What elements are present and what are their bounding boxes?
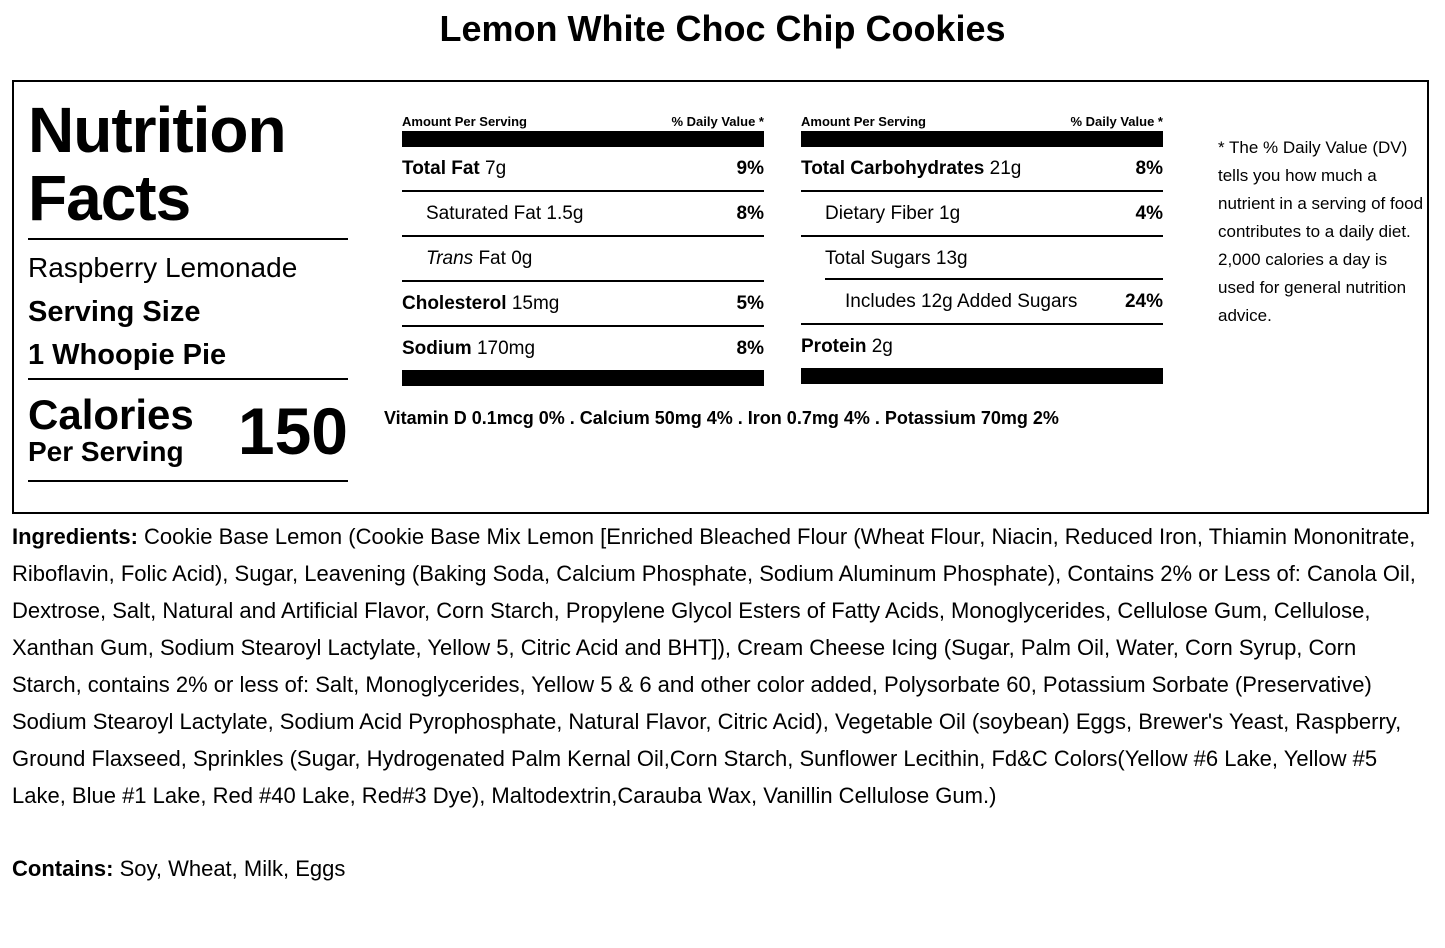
column-header bbox=[801, 114, 1163, 147]
nutrition-summary bbox=[28, 96, 348, 482]
nutrition-facts-heading-line2: Facts bbox=[28, 162, 191, 234]
contains-label: Contains: bbox=[12, 856, 114, 881]
divider bbox=[28, 480, 348, 482]
nutrient-row-added-sugars bbox=[801, 280, 1163, 325]
nutrient-amount: 2g bbox=[871, 335, 893, 357]
nutrient-amount: 13g bbox=[935, 247, 968, 269]
ingredients-text: Cookie Base Lemon (Cookie Base Mix Lemon [Enriched Bleached Flour (Wheat Flour, Niacin, Reduced Iron, Thiamin Mononitrate, Riboflavin, Folic Acid), Sugar, Leavening (Baking Soda, Calcium Phosphate, Sodium Aluminum Phosphate), Contains 2% or Less of: Canola Oil, Dextrose, Salt, Natural and Artificial Flavor, Corn Starch, Propylene Glycol Esters of Fatty Acids, Monoglycerides, Cellulose Gum, Cellulose, Xanthan Gum, Sodium Stearoyl Lactylate, Yellow 5, Citric Acid and BHT]), Cream Cheese Icing (Sugar, Palm Oil, Water, Corn Syrup, Corn Starch, contains 2% or less of: Salt, Monoglycerides, Yellow 5 & 6 and other color added, Polysorbate 60, Potassium Sorbate (Preservative) Sodium Stearoyl Lactylate, Sodium Acid Pyrophosphate, Natural Flavor, Citric Acid), Vegetable Oil (soybean) Eggs, Brewer's Yeast, Raspberry, Ground Flaxseed, Sprinkles (Sugar, Hydrogenated Palm Kernal Oil,Corn Starch, Sunflower Lecithin, Fd&C Colors(Yellow #6 Lake, Yellow #5 Lake, Blue #1 Lake, Red #40 Lake, Red#3 Dye), Maltodextrin,Carauba Wax, Vanillin Cellulose Gum.) bbox=[12, 524, 1416, 808]
amount-per-serving-header: Amount Per Serving bbox=[801, 114, 926, 129]
daily-value-header: % Daily Value * bbox=[1070, 114, 1163, 129]
ingredients-label: Ingredients: bbox=[12, 524, 138, 549]
amount-per-serving-header: Amount Per Serving bbox=[402, 114, 527, 129]
calories-value: 150 bbox=[237, 394, 348, 468]
nutrient-amount: 21g bbox=[989, 157, 1022, 179]
nutrient-amount: 0g bbox=[511, 247, 533, 269]
divider bbox=[28, 238, 348, 240]
nutrient-column-right bbox=[801, 114, 1163, 384]
nutrient-name: Includes 12g Added Sugars bbox=[845, 290, 1078, 312]
ingredients-statement bbox=[12, 518, 1432, 814]
nutrient-name: Total Sugars bbox=[825, 247, 931, 269]
nutrient-name-italic: Trans bbox=[426, 247, 474, 269]
daily-value-header: % Daily Value * bbox=[671, 114, 764, 129]
nutrient-column-left bbox=[402, 114, 764, 386]
thick-divider bbox=[801, 368, 1163, 384]
nutrient-row-protein bbox=[801, 325, 1163, 368]
calories-sublabel: Per Serving bbox=[28, 436, 184, 467]
calories-label: Calories bbox=[28, 391, 194, 438]
nutrient-amount: 1g bbox=[939, 202, 961, 224]
nutrient-dv: 4% bbox=[1135, 202, 1163, 224]
nutrient-dv: 8% bbox=[1135, 157, 1163, 179]
nutrient-dv: 8% bbox=[736, 337, 764, 359]
nutrient-row-dietary-fiber bbox=[801, 192, 1163, 237]
daily-value-footnote: * The % Daily Value (DV) tells you how much a nutrient in a serving of food contributes to a daily diet. 2,000 calories a day is used for general nutrition advice. bbox=[1218, 138, 1424, 325]
nutrient-dv: 9% bbox=[736, 157, 764, 179]
nutrient-amount: 170mg bbox=[476, 337, 536, 359]
nutrient-amount: 15mg bbox=[511, 292, 560, 314]
serving-size-label: Serving Size bbox=[28, 296, 201, 328]
nutrient-name: Sodium bbox=[402, 337, 472, 359]
nutrient-row-sodium bbox=[402, 327, 764, 370]
nutrient-row-trans-fat bbox=[402, 237, 764, 282]
nutrient-name: Saturated Fat bbox=[426, 202, 542, 224]
contains-text: Soy, Wheat, Milk, Eggs bbox=[119, 856, 346, 881]
nutrient-row-total-sugars bbox=[801, 237, 1163, 280]
nutrient-name: Total Carbohydrates bbox=[801, 157, 985, 179]
product-title: Lemon White Choc Chip Cookies bbox=[439, 8, 1006, 49]
serving-size-value: 1 Whoopie Pie bbox=[28, 339, 227, 371]
nutrient-row-total-fat bbox=[402, 147, 764, 192]
flavor-name: Raspberry Lemonade bbox=[28, 252, 298, 283]
nutrient-name: Fat bbox=[478, 247, 506, 269]
column-header bbox=[402, 114, 764, 147]
indented-divider bbox=[825, 278, 1163, 280]
nutrient-name: Dietary Fiber bbox=[825, 202, 934, 224]
nutrition-facts-heading-line1: Nutrition bbox=[28, 94, 286, 166]
nutrient-amount: 1.5g bbox=[546, 202, 584, 224]
nutrient-name: Total Fat bbox=[402, 157, 480, 179]
allergen-statement bbox=[12, 850, 345, 887]
nutrient-dv: 8% bbox=[736, 202, 764, 224]
nutrient-dv: 24% bbox=[1124, 290, 1163, 312]
nutrient-row-saturated-fat bbox=[402, 192, 764, 237]
vitamins-minerals-line: Vitamin D 0.1mcg 0% . Calcium 50mg 4% . Iron 0.7mg 4% . Potassium 70mg 2% bbox=[384, 408, 1059, 428]
thick-divider bbox=[402, 370, 764, 386]
nutrient-row-cholesterol bbox=[402, 282, 764, 327]
nutrient-name: Cholesterol bbox=[402, 292, 507, 314]
nutrient-amount: 7g bbox=[485, 157, 507, 179]
nutrient-name: Protein bbox=[801, 335, 867, 357]
nutrient-dv: 5% bbox=[736, 292, 764, 314]
calories-row bbox=[28, 380, 348, 480]
nutrient-row-total-carbohydrates bbox=[801, 147, 1163, 192]
nutrition-panel bbox=[12, 80, 1429, 514]
